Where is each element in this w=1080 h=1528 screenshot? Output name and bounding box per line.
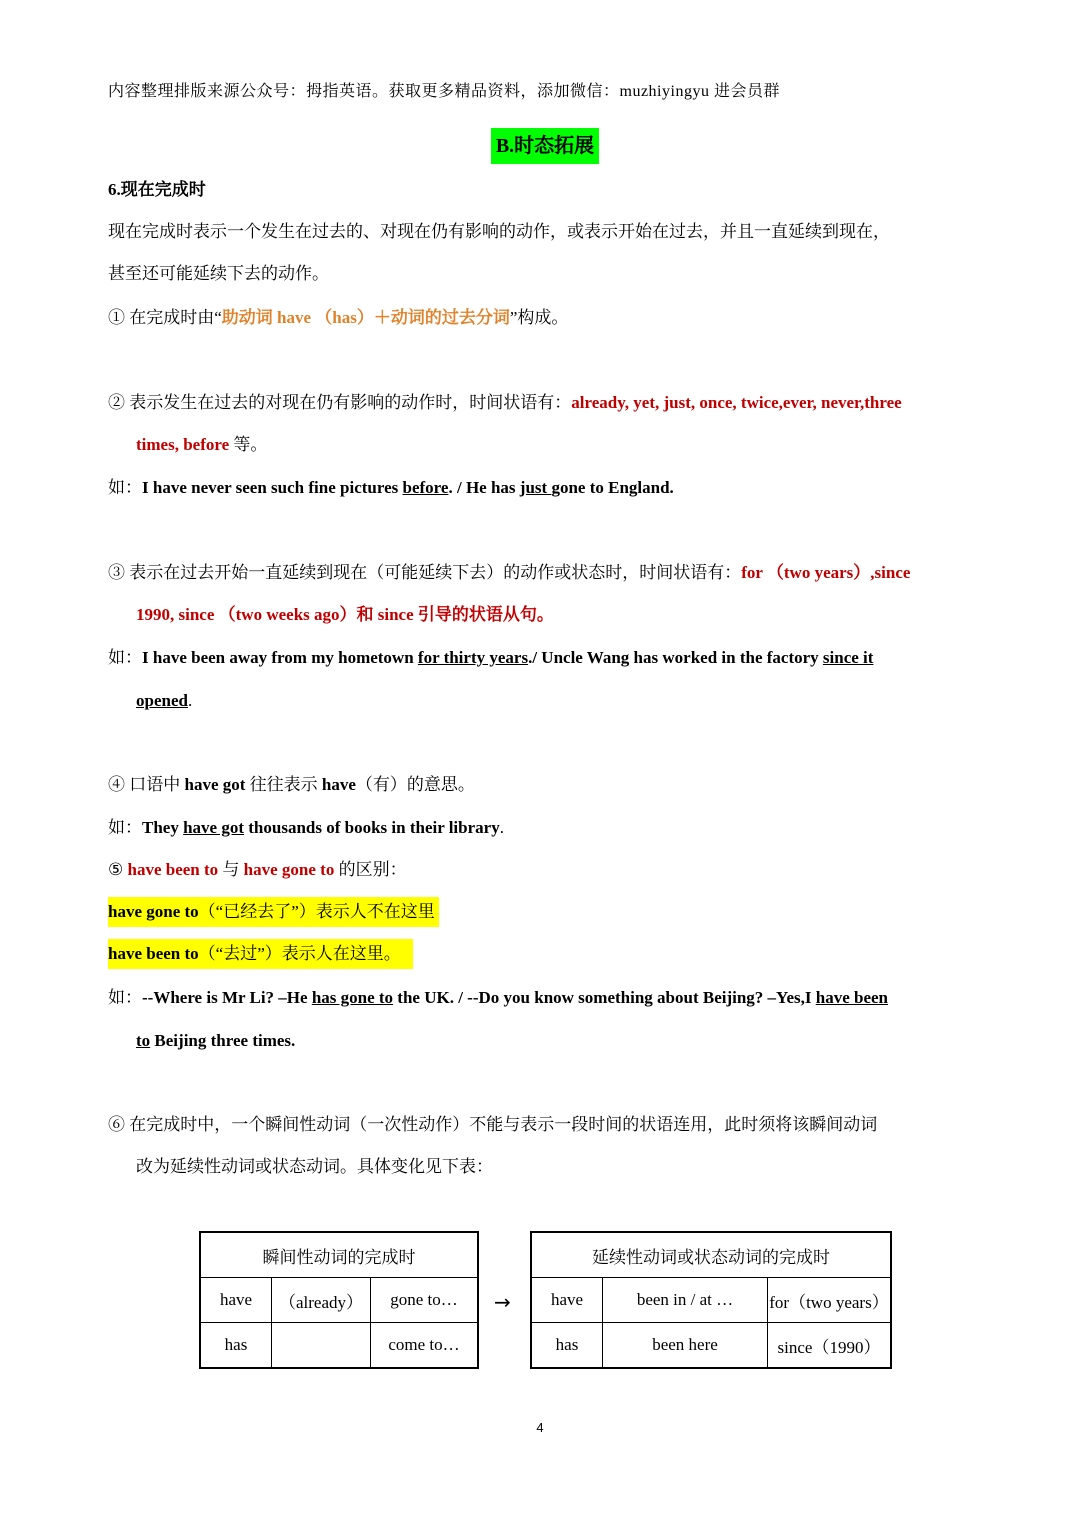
table-head: 延续性动词或状态动词的完成时 xyxy=(531,1232,891,1278)
keywords: already, yet, just, once, twice,ever, never,three xyxy=(571,393,902,412)
text: have xyxy=(321,775,356,794)
intro-line-2: 甚至还可能延续下去的动作。 xyxy=(108,264,329,283)
point-2-cont xyxy=(136,433,984,457)
underlined: has gone to xyxy=(311,988,394,1007)
text: gone to England. xyxy=(551,478,674,497)
point-5 xyxy=(108,858,984,882)
example-label: 如： xyxy=(108,648,142,667)
point-4 xyxy=(108,773,984,797)
table-cell: has xyxy=(531,1323,603,1369)
point-2 xyxy=(108,391,984,415)
example-2-cont xyxy=(136,689,984,713)
table-cell: gone to… xyxy=(371,1278,479,1323)
point-3-cont xyxy=(136,603,984,627)
highlight-gone-to xyxy=(108,897,984,927)
point-6-cont: 改为延续性动词或状态动词。具体变化见下表： xyxy=(136,1157,493,1176)
point-num: ① xyxy=(108,308,125,327)
intro-line-1: 现在完成时表示一个发生在过去的、对现在仍有影响的动作，或表示开始在过去，并且一直延续到现在， xyxy=(108,222,890,241)
text: They xyxy=(142,818,184,837)
table-instant-verbs xyxy=(199,1231,479,1369)
text: have got xyxy=(184,775,246,794)
point-num: ③ xyxy=(108,563,125,582)
point-num: ④ xyxy=(108,775,125,794)
text: 在完成时由“ xyxy=(129,308,222,327)
text: 表示在过去开始一直延续到现在（可能延续下去）的动作或状态时，时间状语有： xyxy=(129,563,742,582)
text: 在完成时中，一个瞬间性动词（一次性动作）不能与表示一段时间的状语连用，此时须将该瞬间动词 xyxy=(129,1115,878,1134)
table-cell: come to… xyxy=(371,1323,479,1369)
table-cell: has xyxy=(200,1323,272,1369)
table-cell: （already） xyxy=(272,1278,371,1323)
table-cell: since（1990） xyxy=(768,1323,892,1369)
text: thousands of books in their library xyxy=(244,818,500,837)
table-head: 瞬间性动词的完成时 xyxy=(200,1232,478,1278)
keywords: 1990, since （two weeks ago）和 since 引导的状语从句。 xyxy=(136,605,554,624)
underlined: for thirty years xyxy=(417,648,529,667)
text: 往往表示 xyxy=(245,775,322,794)
formula: 助动词 have （has）＋动词的过去分词 xyxy=(221,308,510,327)
point-1 xyxy=(108,306,984,330)
example-label: 如： xyxy=(108,478,142,497)
point-num: ⑤ xyxy=(108,860,124,879)
keywords: have been to xyxy=(127,860,219,879)
text: I have never seen such fine pictures xyxy=(142,478,403,497)
text: （有）的意思。 xyxy=(355,775,475,794)
example-label: 如： xyxy=(108,988,142,1007)
section-title: B.时态拓展 xyxy=(491,128,599,164)
text: Beijing three times. xyxy=(150,1031,296,1050)
table-cell: for（two years） xyxy=(768,1278,892,1323)
page-number: 4 xyxy=(536,1420,544,1435)
example-1 xyxy=(108,476,984,500)
table-cell xyxy=(272,1323,371,1369)
text: I have been away from my hometown xyxy=(142,648,418,667)
text: 与 xyxy=(218,860,244,879)
example-4-cont xyxy=(136,1029,984,1053)
text: . / He has xyxy=(448,478,520,497)
text: 等。 xyxy=(229,435,268,454)
text: 表示发生在过去的对现在仍有影响的动作时，时间状语有： xyxy=(129,393,572,412)
keywords: have gone to xyxy=(243,860,335,879)
highlight xyxy=(108,939,413,969)
text: the UK. / --Do you know something about Beijing? –Yes,I xyxy=(393,988,816,1007)
underlined: to xyxy=(136,1031,151,1050)
keywords: for （two years）,since xyxy=(741,563,911,582)
highlight-been-to xyxy=(108,939,984,969)
underlined: have been xyxy=(815,988,888,1007)
header-note: 内容整理排版来源公众号：拇指英语。获取更多精品资料，添加微信：muzhiyingyu 进会员群 xyxy=(108,83,780,100)
underlined: just xyxy=(519,478,552,497)
text: have gone to xyxy=(108,902,199,921)
text: . xyxy=(499,818,504,837)
text: （“已经去了”）表示人不在这里 xyxy=(198,902,435,921)
example-3 xyxy=(108,816,984,840)
example-4 xyxy=(108,986,984,1010)
underlined: have got xyxy=(183,818,245,837)
underlined: since it xyxy=(822,648,874,667)
table-cell: have xyxy=(200,1278,272,1323)
example-2 xyxy=(108,646,984,670)
point-num: ⑥ xyxy=(108,1115,125,1134)
text: . xyxy=(187,691,193,710)
table-cell: have xyxy=(531,1278,603,1323)
text: 口语中 xyxy=(129,775,185,794)
text: （“去过”）表示人在这里。 xyxy=(198,944,401,963)
keywords: times, before xyxy=(136,435,230,454)
table-durative-verbs xyxy=(530,1231,892,1369)
point-3 xyxy=(108,561,984,585)
point-num: ② xyxy=(108,393,125,412)
heading: 6.现在完成时 xyxy=(108,180,206,199)
table-cell: been here xyxy=(603,1323,768,1369)
underlined: before xyxy=(402,478,449,497)
text: have been to xyxy=(108,944,199,963)
highlight xyxy=(108,897,439,927)
table-cell: been in / at … xyxy=(603,1278,768,1323)
underlined: opened xyxy=(136,691,188,710)
text: ./ Uncle Wang has worked in the factory xyxy=(528,648,823,667)
point-6 xyxy=(108,1113,984,1137)
text: --Where is Mr Li? –He xyxy=(142,988,312,1007)
text: 的区别： xyxy=(334,860,407,879)
text: ”构成。 xyxy=(509,308,569,327)
example-label: 如： xyxy=(108,818,142,837)
arrow-icon: → xyxy=(494,1290,511,1314)
